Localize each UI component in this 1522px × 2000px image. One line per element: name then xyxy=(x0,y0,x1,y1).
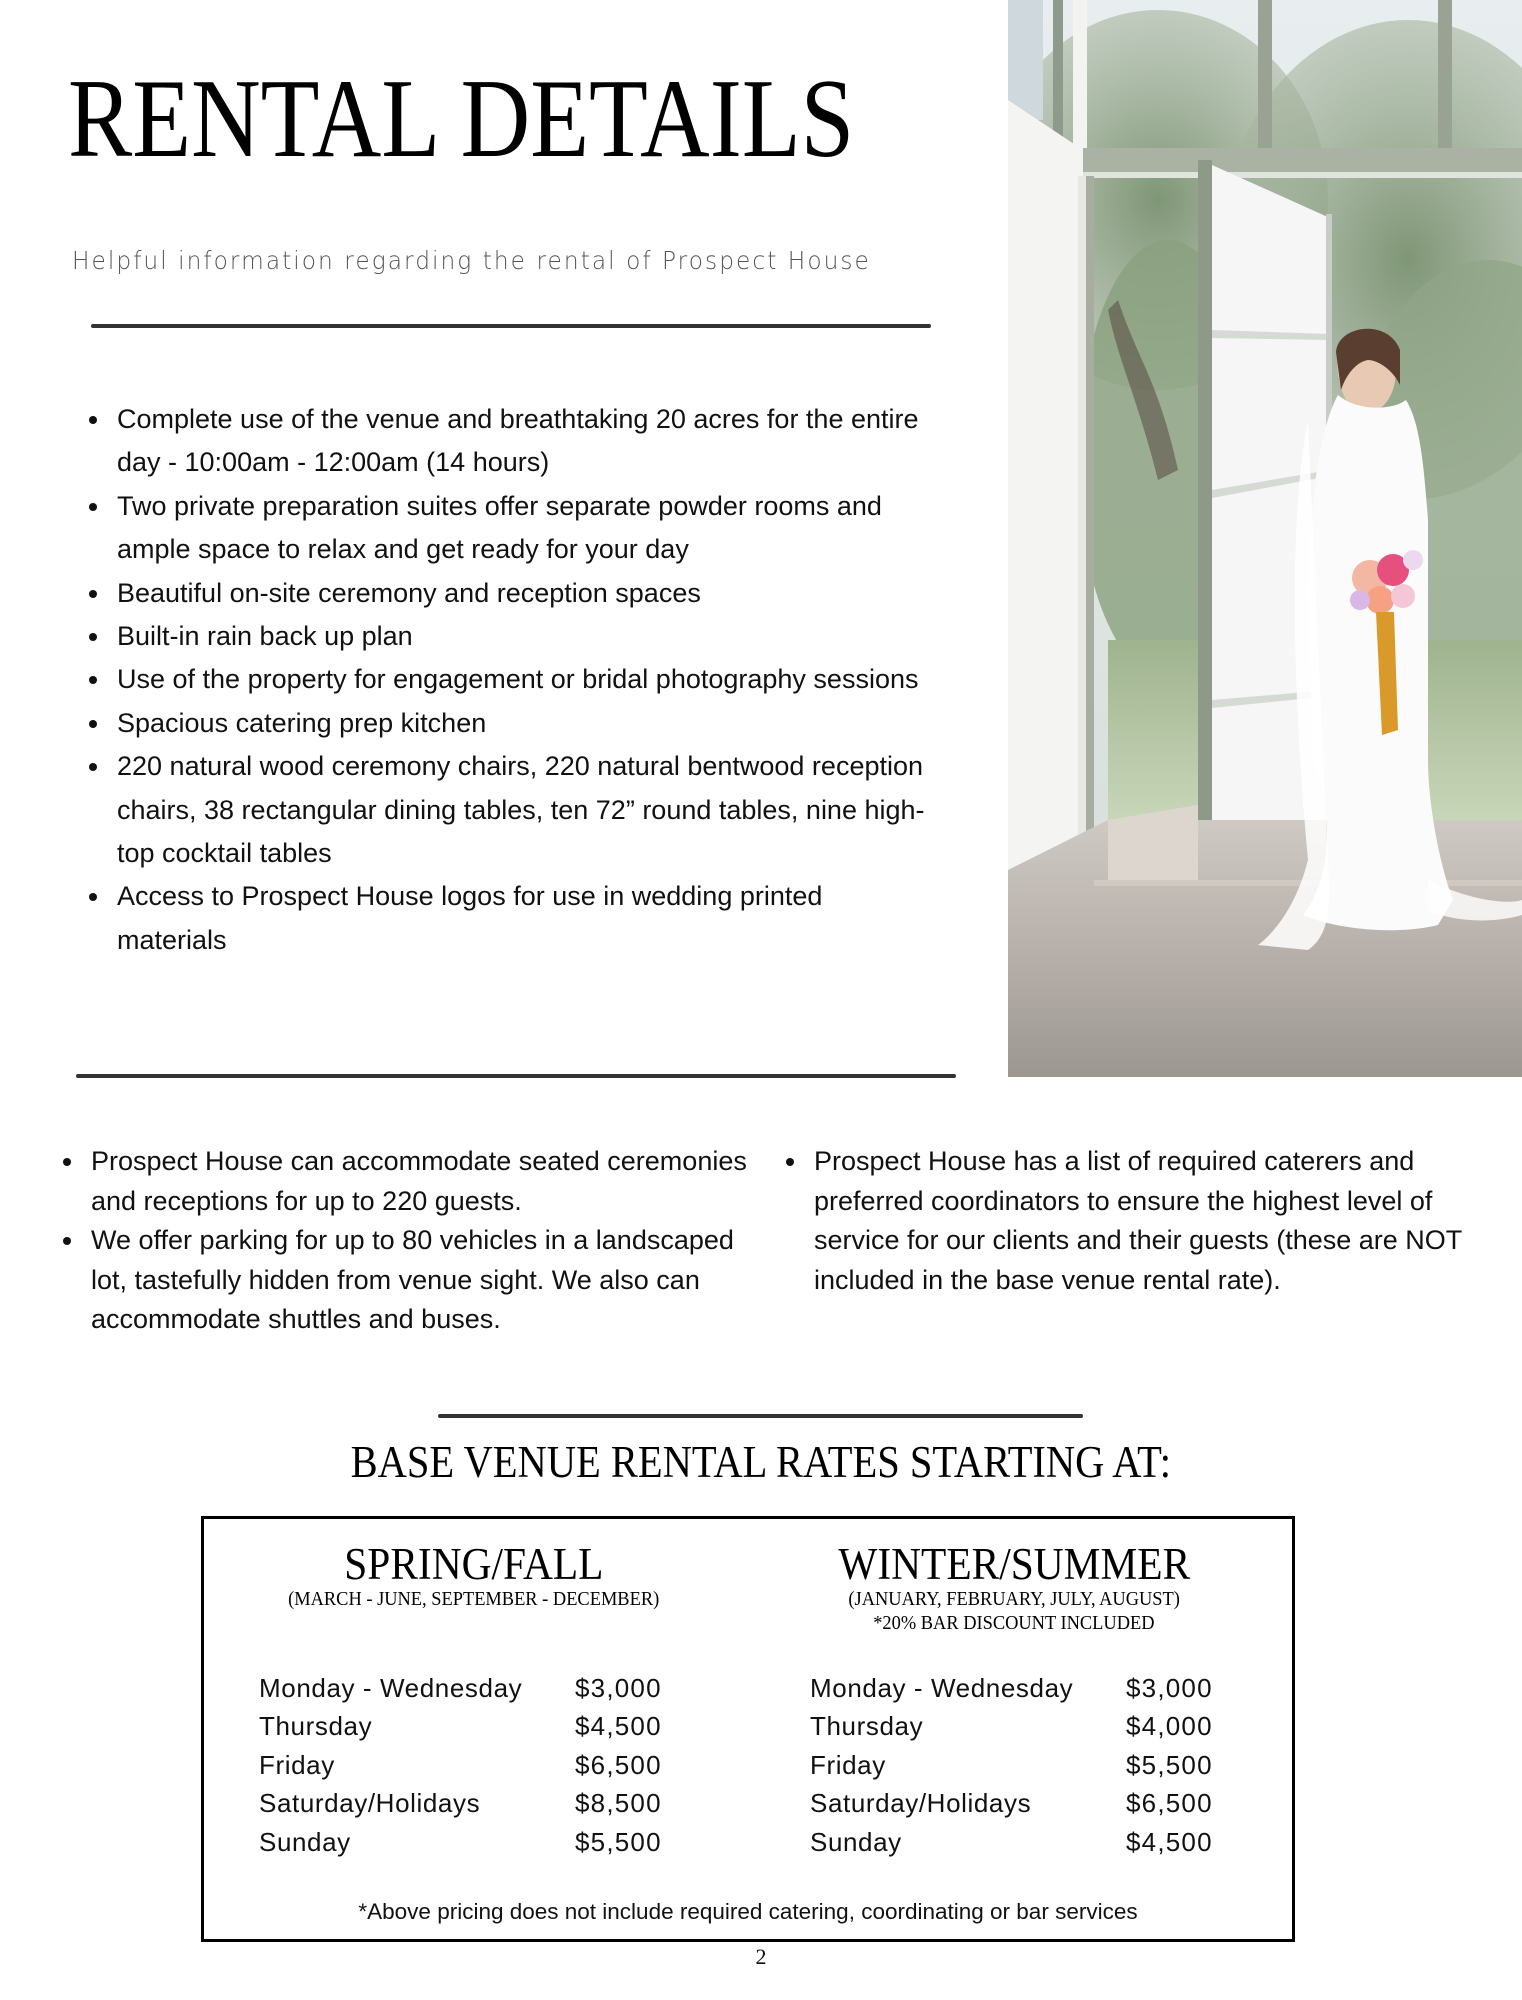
season-winter-summer xyxy=(764,1541,1264,1635)
season-months: (JANUARY, FEBRUARY, JULY, AUGUST) xyxy=(848,1588,1180,1610)
table-row: Sunday $5,500 xyxy=(259,1826,662,1857)
rates-heading: BASE VENUE RENTAL RATES STARTING AT: xyxy=(350,1437,1172,1487)
bullet-icon xyxy=(63,1237,71,1245)
divider-rates xyxy=(438,1414,1083,1418)
table-row: Friday $6,500 xyxy=(259,1749,662,1780)
capacity-parking-list xyxy=(61,1142,761,1340)
amenities-list xyxy=(86,398,936,962)
season-months: (MARCH - JUNE, SEPTEMBER - DECEMBER) xyxy=(288,1588,660,1610)
season-note: *20% BAR DISCOUNT INCLUDED xyxy=(873,1612,1155,1634)
bullet-icon xyxy=(89,763,97,771)
rate-table-spring-fall xyxy=(259,1669,739,1861)
table-row: Saturday/Holidays $6,500 xyxy=(810,1788,1213,1819)
vendors-list xyxy=(784,1142,1484,1300)
list-item: Built-in rain back up plan xyxy=(86,615,936,658)
list-item: 220 natural wood ceremony chairs, 220 natural bentwood reception chairs, 38 rectangular dining tables, ten 72” round tables, nine high-top cocktail tables xyxy=(86,745,936,875)
list-item: Access to Prospect House logos for use in wedding printed materials xyxy=(86,875,936,962)
page-subtitle: Helpful information regarding the rental of Prospect House xyxy=(72,246,871,275)
pricing-footnote: *Above pricing does not include required catering, coordinating or bar services xyxy=(358,1899,1138,1924)
list-item: Prospect House can accommodate seated ceremonies and receptions for up to 220 guests. xyxy=(61,1142,761,1221)
bullet-icon xyxy=(786,1158,794,1166)
list-item: Complete use of the venue and breathtaking 20 acres for the entire day - 10:00am - 12:00am (14 hours) xyxy=(86,398,936,485)
list-item: We offer parking for up to 80 vehicles in a landscaped lot, tastefully hidden from venue sight. We also can accommodate shuttles and buses. xyxy=(61,1221,761,1340)
table-row: Sunday $4,500 xyxy=(810,1826,1213,1857)
season-name: SPRING/FALL xyxy=(344,1539,604,1589)
table-row: Monday - Wednesday $3,000 xyxy=(810,1673,1213,1703)
list-item: Beautiful on-site ceremony and reception spaces xyxy=(86,572,936,615)
rate-table-winter-summer xyxy=(810,1669,1290,1861)
table-row: Monday - Wednesday $3,000 xyxy=(259,1673,662,1703)
bullet-icon xyxy=(89,633,97,641)
table-row: Saturday/Holidays $8,500 xyxy=(259,1788,662,1819)
bullet-icon xyxy=(89,416,97,424)
bullet-icon xyxy=(89,590,97,598)
bride-in-doorway-image xyxy=(1008,0,1522,1077)
bullet-icon xyxy=(89,676,97,684)
season-spring-fall xyxy=(224,1541,724,1611)
rates-box xyxy=(201,1516,1295,1942)
table-row: Thursday $4,000 xyxy=(810,1711,1213,1742)
venue-photo xyxy=(1008,0,1522,1077)
bullet-icon xyxy=(89,503,97,511)
list-item: Use of the property for engagement or bridal photography sessions xyxy=(86,658,936,701)
table-row: Thursday $4,500 xyxy=(259,1711,662,1742)
page-number: 2 xyxy=(755,1944,767,1969)
season-name: WINTER/SUMMER xyxy=(838,1539,1190,1589)
bullet-icon xyxy=(63,1158,71,1166)
list-item: Prospect House has a list of required caterers and preferred coordinators to ensure the highest level of service for our clients and their guests (these are NOT included in the base venue rental rate). xyxy=(784,1142,1484,1300)
divider-middle xyxy=(76,1074,956,1078)
table-row: Friday $5,500 xyxy=(810,1749,1213,1780)
list-item: Two private preparation suites offer separate powder rooms and ample space to relax and get ready for your day xyxy=(86,485,936,572)
list-item: Spacious catering prep kitchen xyxy=(86,702,936,745)
bullet-icon xyxy=(89,893,97,901)
page-title: RENTAL DETAILS xyxy=(68,57,855,181)
bullet-icon xyxy=(89,720,97,728)
divider-top xyxy=(91,324,931,328)
